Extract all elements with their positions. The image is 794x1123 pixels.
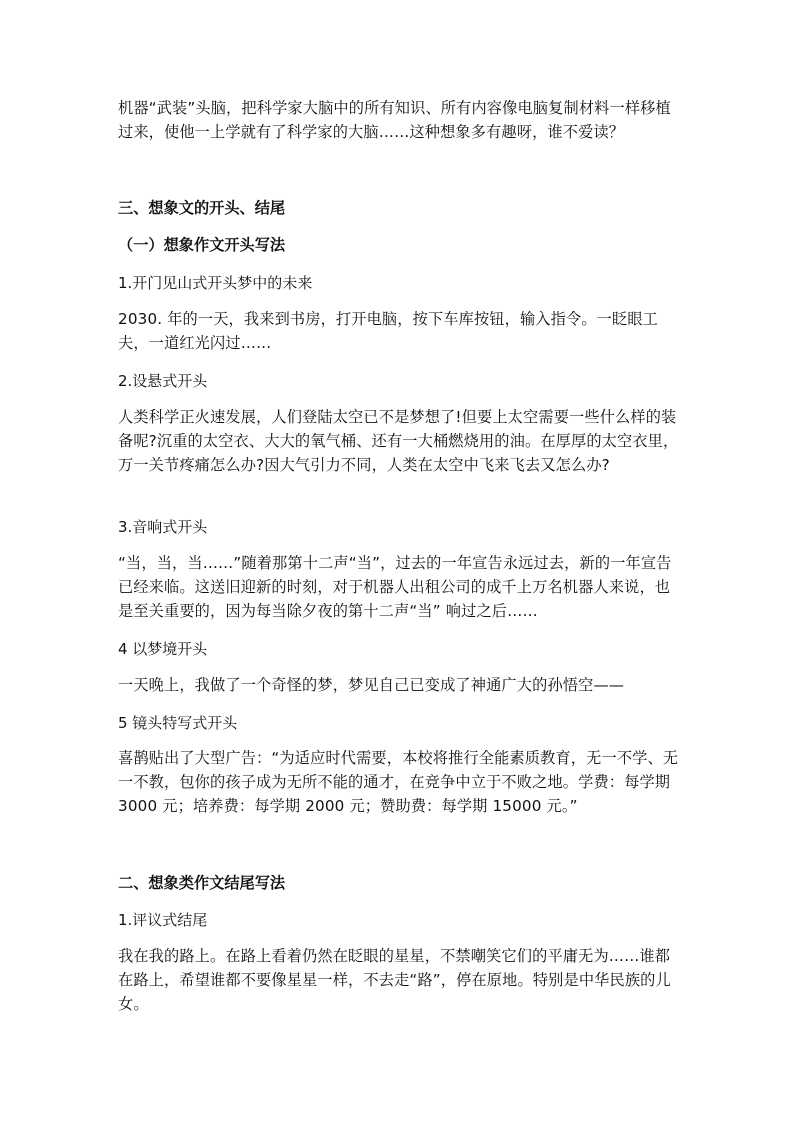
method-title-4: 4 以梦境开头 xyxy=(118,640,208,658)
method-title-3: 3.音响式开头 xyxy=(118,518,208,536)
paragraph-example-2: 人类科学正火速发展，人们登陆太空已不是梦想了!但要上太空需要一些什么样的装备呢?沉重的太空衣、大大的氧气桶、还有一大桶燃烧用的油。在厚厚的太空衣里，万一关节疼痛怎么办?因大气引力不同，人类在太空中飞来飞去又怎么办? xyxy=(118,408,679,474)
paragraph-example-3: “当，当，当……”随着那第十二声“当”，过去的一年宣告永远过去，新的一年宣告已经来临。这送旧迎新的时刻，对于机器人出租公司的成千上万名机器人来说，也是至关重要的，因为每当除夕夜的第十二声“当” 响过之后…… xyxy=(118,554,672,620)
section-heading-opening-ending: 三、想象文的开头、结尾 xyxy=(118,199,286,217)
method-title-1: 1.开门见山式开头梦中的未来 xyxy=(118,274,313,292)
paragraph-example-1: 2030. 年的一天，我来到书房，打开电脑，按下车库按钮，输入指令。一眨眼工夫，一道红光闪过…… xyxy=(118,310,659,352)
method-title-ending-1: 1.评议式结尾 xyxy=(118,911,208,929)
paragraph-example-5: 喜鹊贴出了大型广告：“为适应时代需要，本校将推行全能素质教育，无一不学、无一不教，包你的孩子成为无所不能的通才，在竞争中立于不败之地。学费：每学期 3000 元；培养费：每学期 2000 元；赞助费：每学期 15000 元。” xyxy=(118,749,679,815)
subsection-heading-opening: （一）想象作文开头写法 xyxy=(118,236,286,254)
paragraph-example-4: 一天晚上，我做了一个奇怪的梦，梦见自己已变成了神通广大的孙悟空—— xyxy=(118,676,625,694)
method-title-2: 2.设悬式开头 xyxy=(118,372,208,390)
paragraph-intro: 机器“武装”头脑，把科学家大脑中的所有知识、所有内容像电脑复制材料一样移植过来，使他一上学就有了科学家的大脑……这种想象多有趣呀，谁不爱读？ xyxy=(118,99,671,141)
method-title-5: 5 镜头特写式开头 xyxy=(118,714,238,732)
paragraph-ending-example: 我在我的路上。在路上看着仍然在眨眼的星星，不禁嘲笑它们的平庸无为……谁都在路上，希望谁都不要像星星一样，不去走“路”，停在原地。特别是中华民族的儿女。 xyxy=(118,947,671,1013)
section-heading-ending: 二、想象类作文结尾写法 xyxy=(118,874,286,892)
